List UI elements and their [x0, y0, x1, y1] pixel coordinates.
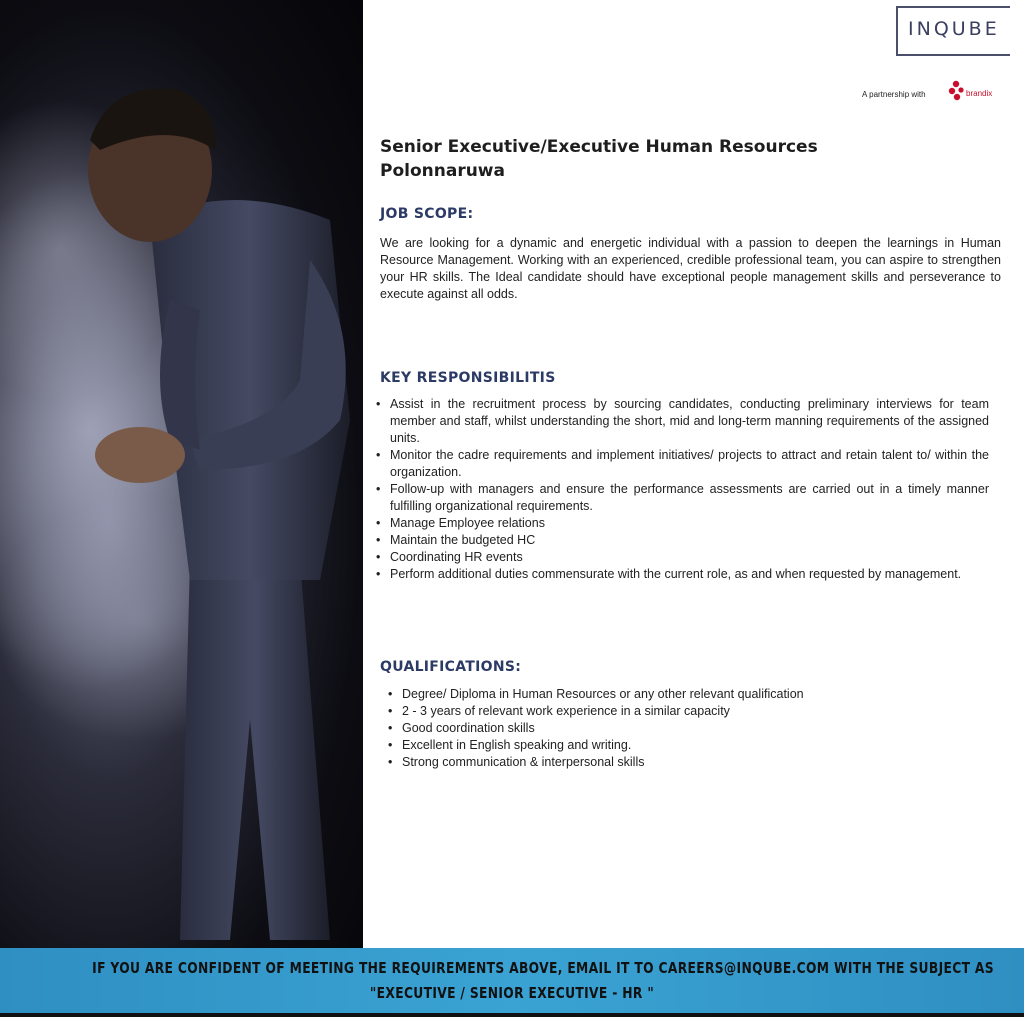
list-item: • Degree/ Diploma in Human Resources or any other relevant qualification: [386, 686, 986, 703]
apply-instruction: IF YOU ARE CONFIDENT OF MEETING THE REQUIREMENTS ABOVE, EMAIL IT TO CAREERS@INQUBE.COM WITH THE SUBJECT AS: [92, 959, 994, 977]
qualifications-heading: QUALIFICATIONS:: [380, 659, 522, 675]
qualifications-list: [386, 686, 986, 771]
list-item: • Perform additional duties commensurate with the current role, as and when requested by management.: [374, 566, 989, 583]
job-title-line: Senior Executive/Executive Human Resources: [380, 137, 818, 157]
list-item: • 2 - 3 years of relevant work experience in a similar capacity: [386, 703, 986, 720]
brandix-logo-text: brandix: [966, 89, 993, 98]
list-item: • Manage Employee relations: [374, 515, 989, 532]
list-item: • Maintain the budgeted HC: [374, 532, 989, 549]
job-title: [380, 135, 980, 183]
list-item: • Follow-up with managers and ensure the performance assessments are carried out in a timely manner fulfilling organizational requirements.: [374, 481, 989, 515]
athlete-photo: [0, 0, 363, 948]
list-item: • Excellent in English speaking and writing.: [386, 737, 986, 754]
inqube-logo: INQUBE: [908, 18, 1000, 40]
list-item: • Strong communication & interpersonal skills: [386, 754, 986, 771]
athlete-illustration: [0, 0, 363, 948]
job-location: Polonnaruwa: [380, 161, 505, 181]
responsibilities-list: [374, 396, 989, 583]
list-item: • Assist in the recruitment process by sourcing candidates, conducting preliminary interviews for team member and staff, whilst understanding the short, mid and long-term manning requirements of the assigned units.: [374, 396, 989, 447]
list-item: • Monitor the cadre requirements and implement initiatives/ projects to attract and retain talent to/ within the organization.: [374, 447, 989, 481]
partnership-text: A partnership with: [862, 90, 926, 99]
bottom-divider: [0, 1013, 1024, 1017]
job-scope-text: We are looking for a dynamic and energetic individual with a passion to deepen the learnings in Human Resource Management. Working with an experienced, credible professional team, you can aspire to strengthen your HR skills. The Ideal candidate should have exceptional people management skills and perseverance to execute against all odds.: [380, 236, 1001, 301]
list-item: • Good coordination skills: [386, 720, 986, 737]
responsibilities-heading: KEY RESPONSIBILITIS: [380, 370, 556, 386]
email-subject: "EXECUTIVE / SENIOR EXECUTIVE - HR ": [369, 984, 655, 1002]
apply-banner: [0, 948, 1024, 1013]
list-item: • Coordinating HR events: [374, 549, 989, 566]
job-scope-heading: JOB SCOPE:: [380, 206, 474, 222]
